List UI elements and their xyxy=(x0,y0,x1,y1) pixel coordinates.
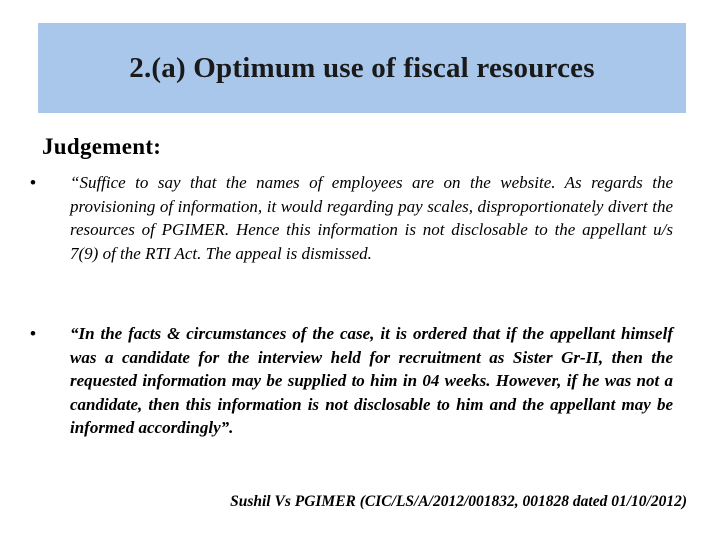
bullet-text: “Suffice to say that the names of employees are on the website. As regards the provisioning of information, it would regarding pay scales, disproportionately divert the resources of PGIMER. Hence this information is not disclosable to the appellant u/s 7(9) of the RTI Act. The appeal is dismissed. xyxy=(70,173,673,263)
section-heading: Judgement: xyxy=(42,134,162,159)
title-banner xyxy=(38,23,686,113)
bullet-item-2 xyxy=(30,322,673,440)
case-citation: Sushil Vs PGIMER (CIC/LS/A/2012/001832, 001828 dated 01/10/2012) xyxy=(230,493,687,510)
bullet-item-1 xyxy=(30,171,673,265)
bullet-marker: • xyxy=(30,173,36,192)
bullet-marker: • xyxy=(30,324,36,343)
slide-title: 2.(a) Optimum use of fiscal resources xyxy=(129,51,595,84)
bullet-text: “In the facts & circumstances of the case, it is ordered that if the appellant himself was a candidate for the interview held for recruitment as Sister Gr-II, then the requested information may be supplied to him in 04 weeks. However, if he was not a candidate, then this information is not disclosable to him and the appellant may be informed accordingly”. xyxy=(70,324,673,437)
